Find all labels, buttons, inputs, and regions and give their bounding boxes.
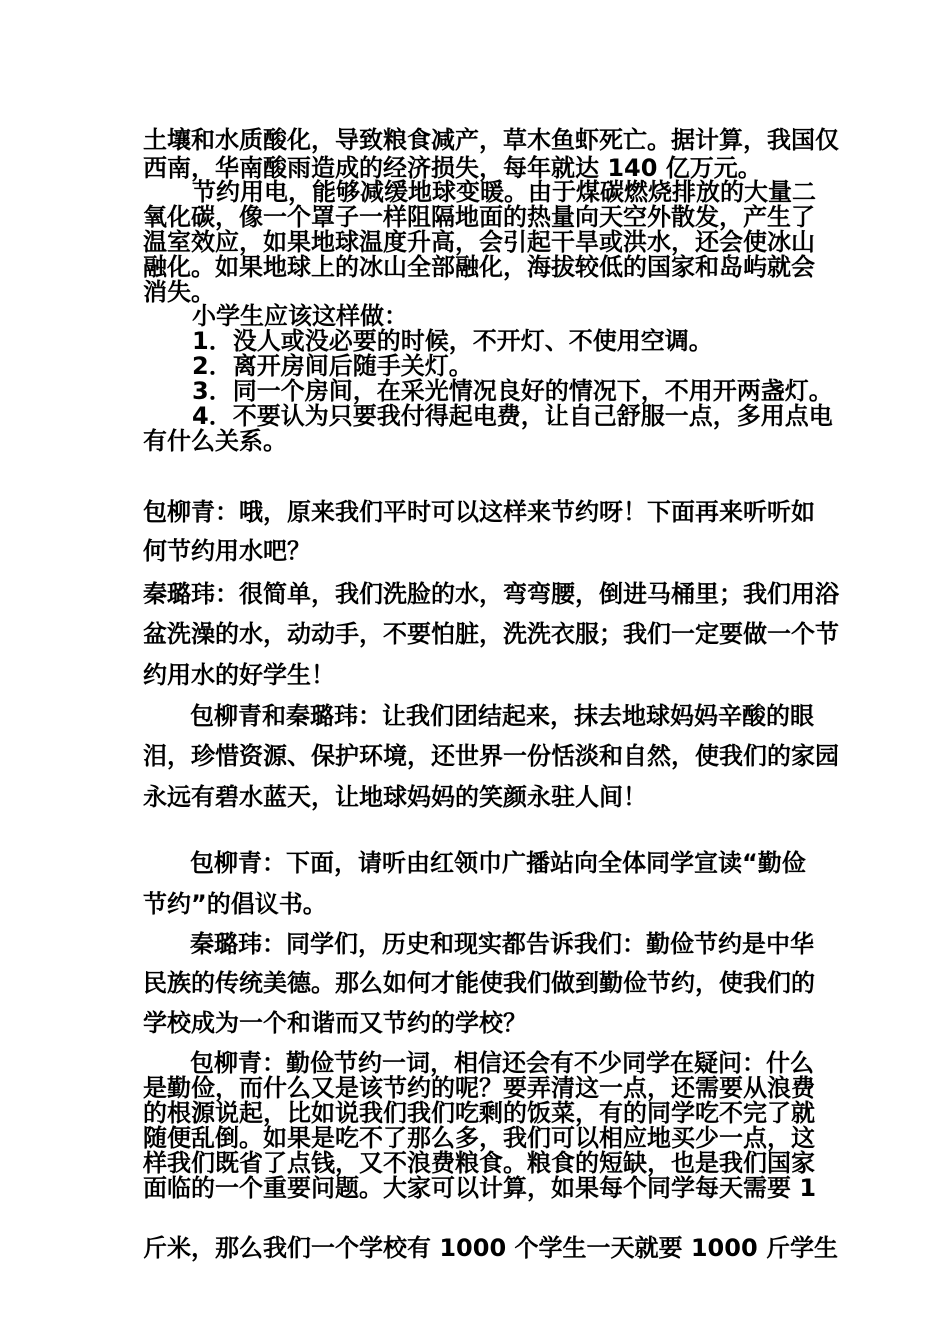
- dialogue-line: 包柳青：勤俭节约一词，相信还会有不少同学在疑问：什么: [190, 1049, 814, 1077]
- dialogue-line: 面临的一个重要问题。大家可以计算，如果每个同学每天需要 1: [143, 1174, 817, 1202]
- text-line: 温室效应，如果地球温度升高，会引起干旱或洪水，还会使冰山: [143, 228, 815, 256]
- dialogue-line: 民族的传统美德。那么如何才能使我们做到勤俭节约，使我们的: [143, 969, 815, 997]
- dialogue-line: 永远有碧水蓝天，让地球妈妈的笑颜永驻人间！: [143, 783, 647, 811]
- dialogue-line: 何节约用水吧？: [143, 537, 311, 565]
- dialogue-line: 样我们既省了点钱，又不浪费粮食。粮食的短缺，也是我们国家: [143, 1149, 815, 1177]
- text-line: 消失。: [143, 278, 215, 306]
- dialogue-line: 随便乱倒。如果是吃不了那么多，我们可以相应地买少一点，这: [143, 1124, 815, 1152]
- dialogue-line: 是勤俭，而什么又是该节约的呢？要弄清这一点，还需要从浪费: [143, 1074, 815, 1102]
- dialogue-line: 秦璐玮：同学们，历史和现实都告诉我们：勤俭节约是中华: [190, 930, 814, 958]
- dialogue-line: 泪，珍惜资源、保护环境，还世界一份恬淡和自然，使我们的家园: [143, 742, 839, 770]
- text-line: 节约用电，能够减缓地球变暖。由于煤碳燃烧排放的大量二: [192, 178, 816, 206]
- list-item: 4．不要认为只要我付得起电费，让自己舒服一点，多用点电: [192, 402, 833, 430]
- list-item: 1．没人或没必要的时候，不开灯、不使用空调。: [192, 327, 713, 355]
- list-item: 2．离开房间后随手关灯。: [192, 352, 473, 380]
- text-line: 氧化碳，像一个罩子一样阻隔地面的热量向天空外散发，产生了: [143, 203, 815, 231]
- text-line: 融化。如果地球上的冰山全部融化，海拔较低的国家和岛屿就会: [143, 253, 815, 281]
- dialogue-line: 盆洗澡的水，动动手，不要怕脏，洗洗衣服；我们一定要做一个节: [143, 620, 839, 648]
- dialogue-line: 包柳青：下面，请听由红领巾广播站向全体同学宣读“勤俭: [190, 849, 806, 877]
- text-line: 西南，华南酸雨造成的经济损失，每年就达 140 亿万元。: [143, 154, 762, 182]
- dialogue-line: 约用水的好学生！: [143, 661, 335, 689]
- dialogue-line: 秦璐玮：很简单，我们洗脸的水，弯弯腰，倒进马桶里；我们用浴: [143, 580, 839, 608]
- dialogue-line: 的根源说起，比如说我们我们吃剩的饭菜，有的同学吃不完了就: [143, 1099, 815, 1127]
- dialogue-line: 包柳青：哦，原来我们平时可以这样来节约呀！下面再来听听如: [143, 498, 815, 526]
- dialogue-line: 斤米，那么我们一个学校有 1000 个学生一天就要 1000 斤学生: [143, 1234, 839, 1262]
- dialogue-line: 节约”的倡议书。: [143, 890, 327, 918]
- text-line: 土壤和水质酸化，导致粮食减产，草木鱼虾死亡。据计算，我国仅: [143, 126, 839, 154]
- text-line: 有什么关系。: [143, 427, 287, 455]
- dialogue-line: 包柳青和秦璐玮：让我们团结起来，抹去地球妈妈辛酸的眼: [190, 702, 814, 730]
- dialogue-line: 学校成为一个和谐而又节约的学校？: [143, 1009, 527, 1037]
- list-item: 3．同一个房间，在采光情况良好的情况下，不用开两盏灯。: [192, 377, 833, 405]
- text-line: 小学生应该这样做：: [192, 302, 408, 330]
